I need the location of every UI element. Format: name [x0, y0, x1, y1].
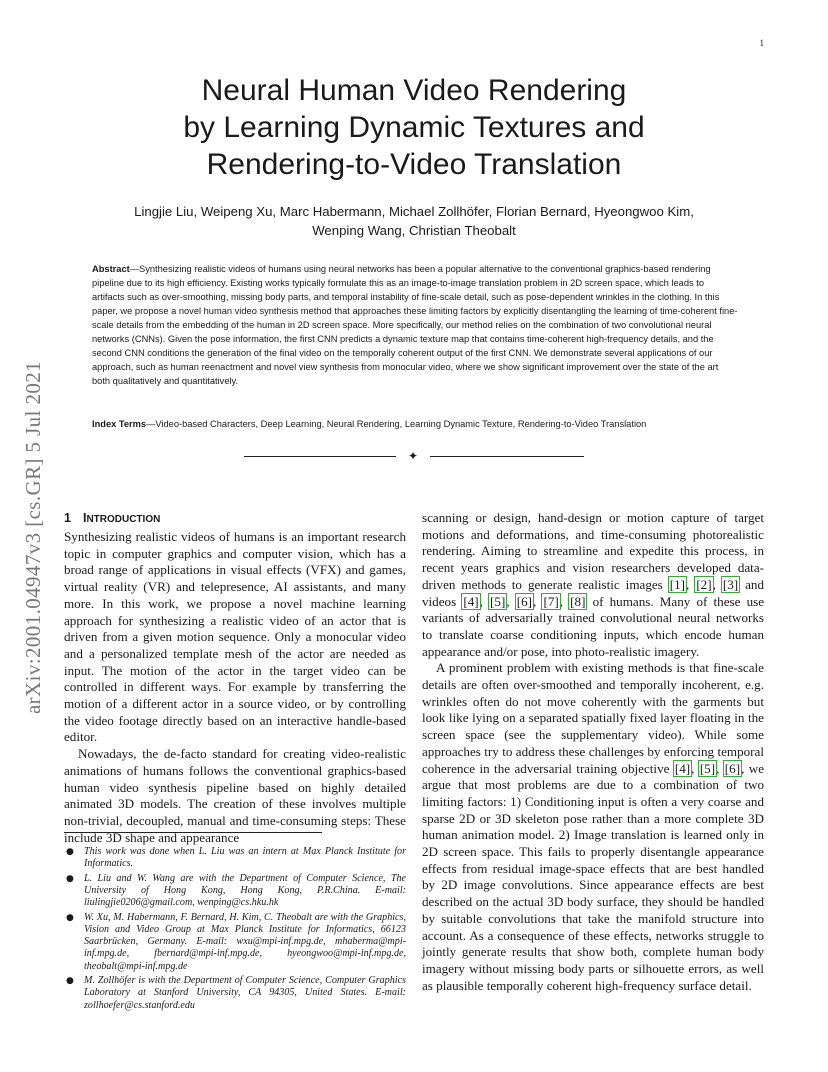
- divider-line-right: [430, 456, 584, 457]
- citation-link[interactable]: [5]: [699, 760, 716, 776]
- citation-link[interactable]: [6]: [724, 760, 741, 776]
- citation-link[interactable]: [3]: [722, 576, 739, 592]
- index-terms: [92, 417, 738, 431]
- footnote-text: This work was done when L. Liu was an intern at Max Planck Institute for Informatics.: [84, 846, 406, 870]
- authors-line-2: Wenping Wang, Christian Theobalt: [312, 223, 516, 238]
- abstract-text: —Synthesizing realistic videos of humans using neural networks has been a popular alternative to the conventional graphics-based rendering pipeline due to its high efficiency. Existing works typically formulate this as an image-to-image translation problem in 2D screen space, which leads to artifacts such as over-smoothing, missing body parts, and temporal instability of fine-scale detail, such as pose-dependent wrinkles in the clothing. In this paper, we propose a novel human video synthesis method that approaches these limiting factors by explicitly disentangling the learning of time-coherent fine-scale details from the embedding of the human in 2D screen space. More specifically, our method relies on the combination of two convolutional neural networks (CNNs). Given the pose information, the first CNN predicts a dynamic texture map that contains time-coherent high-frequency details, and the second CNN conditions the generation of the final video on the temporally coherent output of the first CNN. We demonstrate several applications of our approach, such as human reenactment and novel view synthesis from monocular video, where we show significant improvement over the state of the art both qualitatively and quantitatively.: [92, 264, 738, 386]
- right-column: [422, 510, 764, 994]
- arxiv-stamp: [4, 306, 64, 768]
- separator: ,: [716, 760, 724, 776]
- footnote-text: W. Xu, M. Habermann, F. Bernard, H. Kim, C. Theobalt are with the Graphics, Vision and Video Group at Max Planck Institute for Informatics, 66123 Saarbrücken, Germany. E-mail: wxu@mpi-inf.mpg.de, mhaberma@mpi-inf.mpg.de, fbernard@mpi-inf.mpg.de, hyeongwoo@mpi-inf.mpg.de, theobalt@mpi-inf.mpg.de: [84, 911, 406, 972]
- footnote-item: [64, 846, 406, 870]
- divider-line-left: [244, 456, 396, 457]
- right-paragraph-2: [422, 660, 764, 994]
- abstract-label: Abstract: [92, 264, 130, 274]
- separator: ,: [686, 576, 696, 592]
- footnote-item: [64, 975, 406, 1012]
- citation-link[interactable]: [1]: [669, 576, 686, 592]
- paragraph-text: and videos: [422, 576, 765, 609]
- citation-link[interactable]: [4]: [674, 760, 691, 776]
- footnote-item: [64, 912, 406, 973]
- bullet-icon: ●: [66, 912, 74, 923]
- separator: ,: [691, 760, 699, 776]
- paragraph-text: of humans. Many of these use variants of adversarially trained convolutional neural networks to translate coarse conditioning inputs, which encode human appearance and/or pose, into photo-realistic imagery.: [422, 593, 765, 659]
- index-terms-label: Index Terms: [92, 419, 147, 429]
- citation-link[interactable]: [4]: [463, 593, 479, 609]
- bullet-icon: ●: [66, 873, 74, 884]
- citation-link[interactable]: [6]: [516, 593, 533, 609]
- left-column: [64, 510, 406, 846]
- section-divider: [244, 449, 584, 465]
- page-number: 1: [759, 38, 764, 48]
- section-first-letter: I: [82, 511, 87, 525]
- citation-link[interactable]: [7]: [543, 593, 559, 609]
- title-line-1: Neural Human Video Rendering: [201, 74, 627, 107]
- footnote-text: M. Zollhöfer is with the Department of Computer Science, Computer Graphics Laboratory at Stanford University, CA 94305, United States. E-mail: zollhoefer@cs.stanford.edu: [84, 975, 406, 1011]
- bullet-icon: ●: [66, 976, 74, 987]
- author-list: [80, 202, 748, 240]
- section-number: 1: [64, 511, 71, 525]
- title-line-2: by Learning Dynamic Textures and: [183, 111, 645, 144]
- intro-paragraph-2: Nowadays, the de-facto standard for creating video-realistic animations of humans follows the conventional graphics-based human video synthesis pipeline based on highly detailed animated 3D models. The creation of these involves multiple non-trivial, decoupled, manual and time-consuming steps: These include 3D shape and appearance: [64, 746, 406, 845]
- footnote-rule: [64, 832, 322, 833]
- separator: ,: [712, 576, 722, 592]
- arxiv-id: arXiv:2001.04947v3 [cs.GR] 5 Jul 2021: [21, 360, 46, 714]
- right-paragraph-1: [422, 510, 764, 660]
- footnotes: [64, 846, 406, 1014]
- index-terms-text: —Video-based Characters, Deep Learning, Neural Rendering, Learning Dynamic Texture, Rendering-to-Video Translation: [146, 419, 647, 429]
- intro-paragraph-1: Synthesizing realistic videos of humans is an important research topic in computer graphics and computer vision, which has a broad range of applications in visual effects (VFX) and games, virtual reality (VR) and telepresence, AI assistants, and many more. In this work, we propose a novel machine learning approach for synthesizing a realistic video of an actor that is driven from a given motion sequence. Only a monocular video and a personalized template mesh of the actor are needed as input. The motion of the actor in the target video can be controlled in different ways. For example by transferring the motion of a different actor in a source video, or by controlling the video footage directly based on an interactive handle-based editor.: [64, 529, 406, 745]
- footnote-item: [64, 873, 406, 910]
- section-heading: [64, 510, 406, 528]
- separator: ,: [559, 593, 570, 609]
- paragraph-text: A prominent problem with existing methods is that fine-scale details are often over-smoothed and temporally incoherent, e.g. wrinkles often do not move coherently with the garments but look like lying on a separated spatially fixed layer floating in the screen space (see the supplementary video). While some approaches try to address these challenges by enforcing temporal coherence in the adversarial training objective: [422, 660, 764, 776]
- divider-diamond-icon: ✦: [407, 449, 419, 463]
- footnote-text: L. Liu and W. Wang are with the Department of Computer Science, The University of Hong Kong, Hong Kong, P.R.China. E-mail: liulingjie0206@gmail.com, wenping@cs.hku.hk: [84, 872, 406, 909]
- citation-link[interactable]: [5]: [490, 593, 506, 609]
- paragraph-text: , we argue that most problems are due to a combination of two limiting factors: 1) Conditioning input is often a very coarse and sparse 2D or 3D skeleton pose rather than a more complete 3D human animation model. 2) Image translation is learned only in 2D screen space. This fails to properly disentangle appearance effects from residual image-space effects that are best handled by 2D image convolutions. Since appearance effects are best described on the actual 3D body surface, they should be handled by suitable convolutions that take the manifold structure into account. As a consequence of these effects, networks struggle to jointly generate results that show both, complete human body imagery without missing body parts or silhouette errors, as well as plausible temporally coherent high-frequency surface detail.: [422, 760, 765, 993]
- separator: ,: [506, 593, 516, 609]
- separator: ,: [479, 593, 490, 609]
- paragraph-text: scanning or design, hand-design or motion capture of target motions and deformations, and time-consuming photorealistic rendering. Aiming to streamline and expedite this process, in recent years graphics and vision researchers developed data-driven methods to generate realistic images: [422, 510, 764, 592]
- citation-link[interactable]: [8]: [570, 593, 586, 609]
- separator: ,: [533, 593, 543, 609]
- abstract: [92, 262, 738, 388]
- citation-link[interactable]: [2]: [696, 576, 712, 592]
- bullet-icon: ●: [66, 847, 74, 857]
- paper-title: [100, 72, 728, 183]
- authors-line-1: Lingjie Liu, Weipeng Xu, Marc Habermann, Michael Zollhöfer, Florian Bernard, Hyeongwoo Kim,: [134, 204, 694, 219]
- title-line-3: Rendering-to-Video Translation: [206, 148, 622, 181]
- section-title-rest: NTRODUCTION: [86, 514, 161, 525]
